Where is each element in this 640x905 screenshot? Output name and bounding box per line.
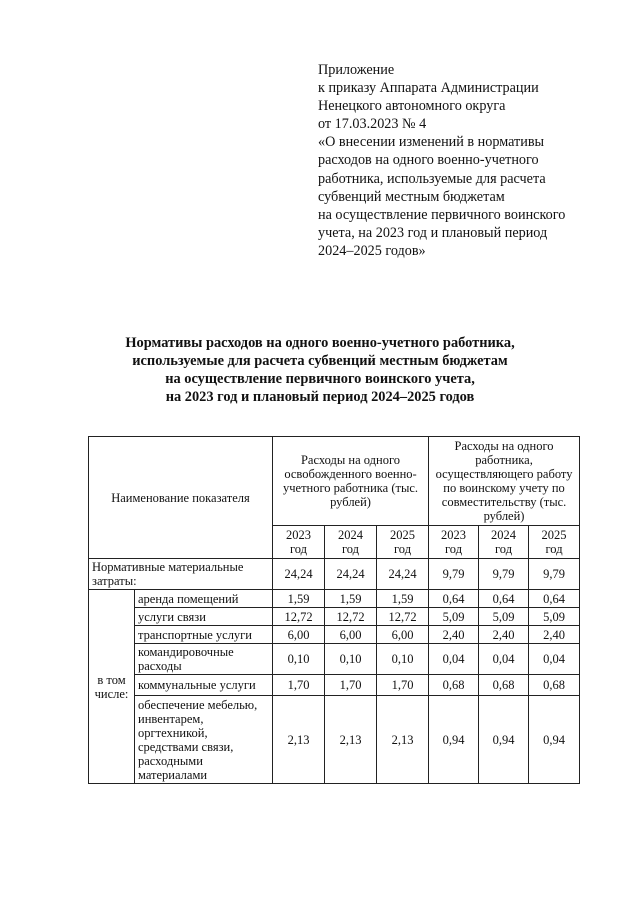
table-cell: 0,64: [429, 590, 479, 608]
annex-line: субвенций местным бюджетам: [318, 188, 505, 205]
row-label-total: Нормативные материальные затраты:: [89, 559, 273, 590]
table-cell: 2,13: [325, 696, 377, 784]
table-row: [89, 608, 580, 626]
header-year: 2024 год: [325, 526, 377, 559]
header-year: 2025 год: [377, 526, 429, 559]
annex-line: Ненецкого автономного округа: [318, 98, 506, 115]
table-cell: 1,70: [325, 675, 377, 696]
annex-line: расходов на одного военно-учетного: [318, 152, 539, 169]
table-cell: 1,59: [273, 590, 325, 608]
annex-line: работника, используемые для расчета: [318, 170, 546, 187]
table-cell: 0,04: [479, 644, 529, 675]
annex-block: [318, 61, 618, 260]
title-line: на 2023 год и плановый период 2024–2025 годов: [165, 389, 475, 405]
header-year: 2023 год: [429, 526, 479, 559]
table-row: [89, 590, 580, 608]
table-cell: 0,10: [377, 644, 429, 675]
title-line: на осуществление первичного воинского учета,: [165, 371, 475, 387]
table-cell: 1,70: [377, 675, 429, 696]
header-indicator: Наименование показателя: [89, 437, 273, 559]
row-label: командировочные расходы: [135, 644, 273, 675]
table-cell: 24,24: [377, 559, 429, 590]
table-cell: 0,68: [429, 675, 479, 696]
document-title: [0, 334, 640, 406]
table-row-total: [89, 559, 580, 590]
annex-line: от 17.03.2023 № 4: [318, 116, 427, 133]
header-year: 2023 год: [273, 526, 325, 559]
table-cell: 2,13: [377, 696, 429, 784]
table-cell: 9,79: [529, 559, 580, 590]
table-cell: 5,09: [529, 608, 580, 626]
table-cell: 6,00: [273, 626, 325, 644]
table-cell: 24,24: [325, 559, 377, 590]
table-cell: 5,09: [479, 608, 529, 626]
table-cell: 12,72: [273, 608, 325, 626]
header-year: 2024 год: [479, 526, 529, 559]
row-label-including: в том числе:: [89, 590, 135, 784]
table-cell: 2,40: [529, 626, 580, 644]
table-cell: 12,72: [325, 608, 377, 626]
annex-line: учета, на 2023 год и плановый период: [318, 224, 548, 241]
annex-line: на осуществление первичного воинского: [318, 206, 566, 223]
table-cell: 6,00: [377, 626, 429, 644]
table-cell: 0,10: [325, 644, 377, 675]
row-label: аренда помещений: [135, 590, 273, 608]
row-label: транспортные услуги: [135, 626, 273, 644]
table-cell: 1,59: [325, 590, 377, 608]
header-group-full-time: Расходы на одного освобожденного военно-учетного работника (тыс. рублей): [273, 437, 429, 526]
annex-line: 2024–2025 годов»: [318, 242, 426, 259]
table-cell: 5,09: [429, 608, 479, 626]
norms-table: [88, 436, 580, 784]
table-cell: 6,00: [325, 626, 377, 644]
table-cell: 1,70: [273, 675, 325, 696]
table-cell: 0,68: [529, 675, 580, 696]
table-cell: 24,24: [273, 559, 325, 590]
table-cell: 2,40: [479, 626, 529, 644]
table-cell: 0,94: [529, 696, 580, 784]
table-cell: 1,59: [377, 590, 429, 608]
table-row: [89, 675, 580, 696]
table-cell: 0,94: [429, 696, 479, 784]
title-line: Нормативы расходов на одного военно-учетного работника,: [125, 335, 515, 351]
table-cell: 0,10: [273, 644, 325, 675]
table-cell: 12,72: [377, 608, 429, 626]
table-cell: 0,94: [479, 696, 529, 784]
table-row: [89, 626, 580, 644]
annex-line: Приложение: [318, 62, 395, 78]
table-cell: 0,04: [429, 644, 479, 675]
table-row: [89, 644, 580, 675]
table-cell: 9,79: [429, 559, 479, 590]
row-label: коммунальные услуги: [135, 675, 273, 696]
table-cell: 0,68: [479, 675, 529, 696]
table-row: [89, 696, 580, 784]
table-cell: 0,64: [529, 590, 580, 608]
row-label: обеспечение мебелью, инвентарем, оргтехникой, средствами связи, расходными материалами: [135, 696, 273, 784]
annex-line: «О внесении изменений в нормативы: [318, 134, 545, 151]
header-group-part-time: Расходы на одного работника, осуществляющего работу по воинскому учету по совместительству (тыс. рублей): [429, 437, 580, 526]
table-cell: 9,79: [479, 559, 529, 590]
header-year: 2025 год: [529, 526, 580, 559]
row-label: услуги связи: [135, 608, 273, 626]
annex-line: к приказу Аппарата Администрации: [318, 80, 539, 97]
table-cell: 2,40: [429, 626, 479, 644]
title-line: используемые для расчета субвенций местным бюджетам: [132, 353, 508, 369]
table-cell: 0,64: [479, 590, 529, 608]
table-cell: 2,13: [273, 696, 325, 784]
table-cell: 0,04: [529, 644, 580, 675]
